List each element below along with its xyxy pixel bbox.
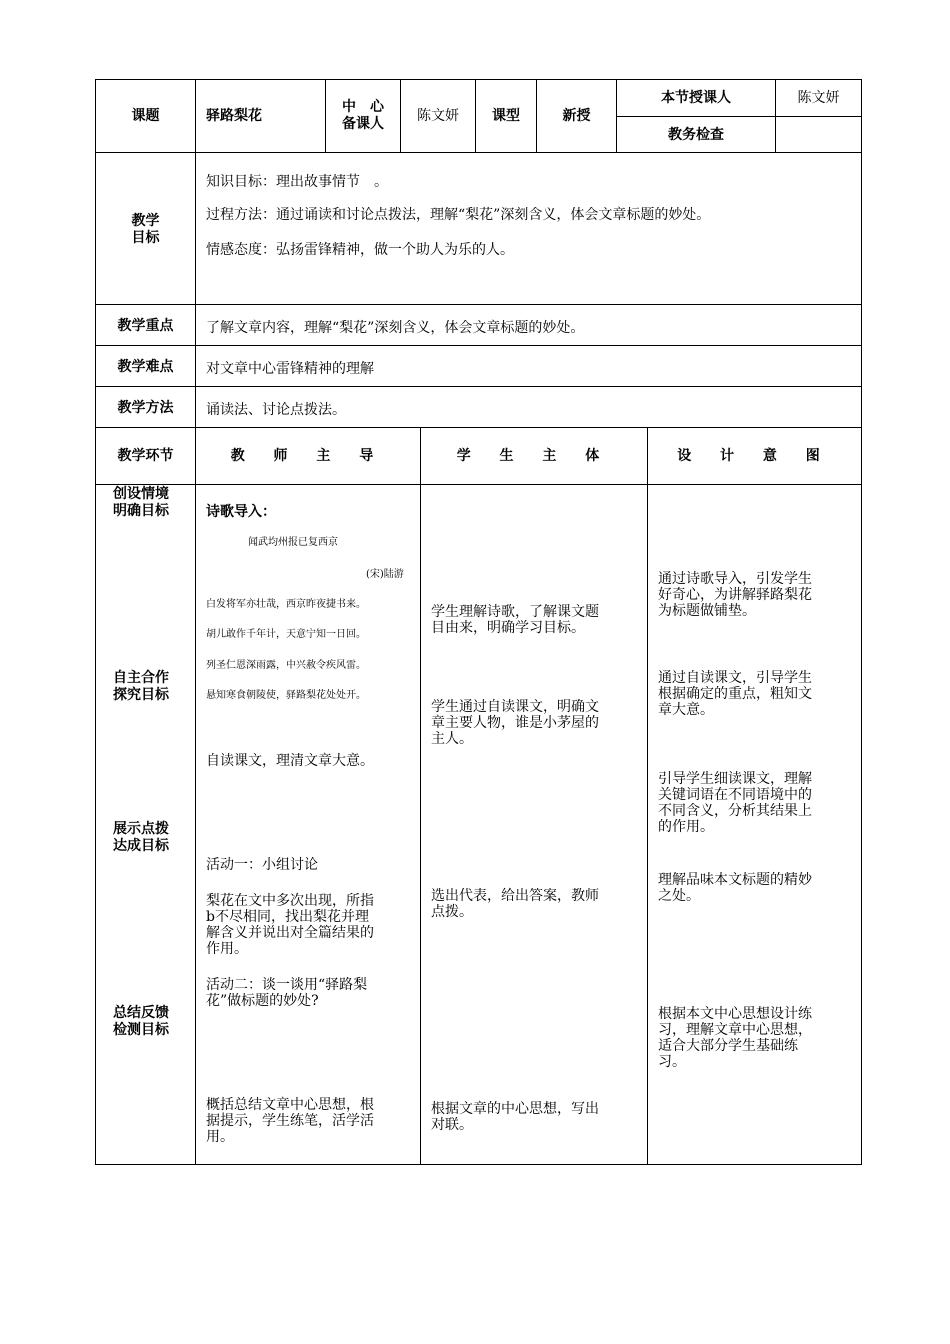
student-column-header: 学 生 主 体 (456, 448, 612, 464)
center-label-line2: 备课人 (342, 116, 384, 132)
activity-2-line2: 花”做标题的妙处? (206, 993, 319, 1009)
self-read-task: 自读课文，理清文章大意。 (206, 753, 374, 769)
teacher-column-header: 教 师 主 导 (230, 448, 386, 464)
difficulty-label: 教学难点 (117, 359, 174, 375)
activity-2-line1: 活动二：谈一谈用“驿路梨 (206, 977, 368, 993)
summary-line2: 据提示，学生练笔，活学活 (206, 1113, 374, 1129)
poem-intro: 诗歌导入： (206, 504, 276, 520)
stage-1-line2: 明确目标 (113, 503, 169, 519)
design-2-line3: 章大意。 (658, 702, 714, 718)
lesson-type-value: 新授 (562, 108, 591, 124)
method-value: 诵读法、讨论点拨法。 (206, 402, 346, 418)
activity-1-title: 活动一：小组讨论 (206, 857, 318, 873)
table-border-top (95, 79, 862, 80)
poem-line-2: 胡儿敢作千年计，天意宁知一日回。 (206, 629, 366, 640)
table-divider (420, 427, 421, 1165)
poem-title: 闻武均州报已复西京 (248, 537, 338, 548)
design-4-line1: 理解品味本文标题的精妙 (658, 872, 812, 888)
table-divider (95, 386, 862, 387)
knowledge-objective: 知识目标：理出故事情节 。 (206, 174, 388, 190)
process-objective: 过程方法：通过诵读和讨论点拨法，理解“梨花”深刻含义，体会文章标题的妙处。 (206, 207, 711, 223)
student-step-3-line2: 点拨。 (431, 904, 473, 920)
poem-line-4: 悬知寒食朝陵使，驿路梨花处处开。 (206, 690, 366, 701)
center-label-line1: 中 心 (342, 99, 384, 115)
stage-3-line1: 展示点拨 (113, 821, 169, 837)
teacher-name: 陈文妍 (797, 90, 840, 106)
design-2-line1: 通过自读课文，引导学生 (658, 670, 812, 686)
table-divider (95, 152, 862, 153)
objectives-label-line1: 教学 (131, 213, 160, 229)
emotion-objective: 情感态度：弘扬雷锋精神，做一个助人为乐的人。 (206, 242, 514, 258)
stage-2-line1: 自主合作 (113, 670, 169, 686)
difficulty-value: 对文章中心雷锋精神的理解 (206, 361, 374, 377)
poem-line-3: 列圣仁恩深雨露，中兴赦令疾风雷。 (206, 660, 366, 671)
objectives-label-line2: 目标 (131, 230, 160, 246)
student-step-1-line1: 学生理解诗歌，了解课文题 (431, 604, 599, 620)
table-divider (616, 116, 862, 117)
design-3-line1: 引导学生细读课文，理解 (658, 771, 812, 787)
student-step-4-line2: 对联。 (431, 1117, 473, 1133)
design-2-line2: 根据确定的重点，粗知文 (658, 686, 812, 702)
design-1-line1: 通过诗歌导入，引发学生 (658, 571, 812, 587)
table-divider (195, 79, 196, 1165)
table-border-right (861, 79, 862, 1165)
center-teacher-name: 陈文妍 (417, 108, 459, 124)
stage-4-line2: 检测目标 (113, 1022, 169, 1038)
method-label: 教学方法 (117, 400, 174, 416)
activity-1-line4: 作用。 (206, 941, 248, 957)
design-3-line3: 不同含义，分析其结果上 (658, 803, 812, 819)
design-5-line1: 根据本文中心思想设计练 (658, 1006, 812, 1022)
stage-column-header: 教学环节 (117, 448, 174, 464)
design-1-line3: 为标题做铺垫。 (658, 603, 756, 619)
student-step-2-line2: 章主要人物，谁是小茅屋的 (431, 715, 599, 731)
design-5-line3: 适合大部分学生基础练 (658, 1038, 798, 1054)
stage-1-line1: 创设情境 (113, 486, 169, 502)
table-border-bottom (95, 1164, 862, 1165)
student-step-1-line2: 目由来，明确学习目标。 (431, 620, 585, 636)
activity-1-line2: b不尽相同，找出梨花并理 (206, 909, 369, 925)
design-5-line4: 习。 (658, 1054, 686, 1070)
table-divider (95, 484, 862, 485)
student-step-3-line1: 选出代表，给出答案，教师 (431, 888, 599, 904)
table-divider (647, 427, 648, 1165)
student-step-4-line1: 根据文章的中心思想，写出 (431, 1101, 599, 1117)
table-divider (95, 427, 862, 428)
teacher-label: 本节授课人 (661, 90, 731, 106)
design-3-line2: 关键词语在不同语境中的 (658, 787, 812, 803)
stage-4-line1: 总结反馈 (113, 1005, 169, 1021)
student-step-2-line3: 主人。 (431, 731, 473, 747)
activity-1-line3: 解含义并说出对全篇结果的 (206, 925, 374, 941)
table-divider (95, 345, 862, 346)
summary-line1: 概括总结文章中心思想，根 (206, 1097, 374, 1113)
topic-label: 课题 (131, 108, 160, 124)
key-point-value: 了解文章内容，理解“梨花”深刻含义，体会文章标题的妙处。 (206, 320, 585, 336)
poem-author: (宋)陆游 (366, 569, 404, 580)
design-column-header: 设 计 意 图 (677, 448, 832, 464)
poem-line-1: 白发将军亦壮哉，西京昨夜捷书来。 (206, 599, 366, 610)
design-5-line2: 习，理解文章中心思想， (658, 1022, 812, 1038)
summary-line3: 用。 (206, 1129, 234, 1145)
student-step-2-line1: 学生通过自读课文，明确文 (431, 699, 599, 715)
design-1-line2: 好奇心，为讲解驿路梨花 (658, 587, 812, 603)
stage-3-line2: 达成目标 (113, 838, 169, 854)
key-point-label: 教学重点 (117, 318, 174, 334)
activity-1-line1: 梨花在文中多次出现，所指 (206, 893, 374, 909)
inspection-label: 教务检查 (668, 127, 724, 143)
lesson-type-label: 课型 (492, 108, 520, 124)
design-4-line2: 之处。 (658, 888, 700, 904)
topic-value: 驿路梨花 (206, 108, 262, 124)
design-3-line4: 的作用。 (658, 819, 714, 835)
stage-2-line2: 探究目标 (113, 687, 169, 703)
table-divider (95, 304, 862, 305)
